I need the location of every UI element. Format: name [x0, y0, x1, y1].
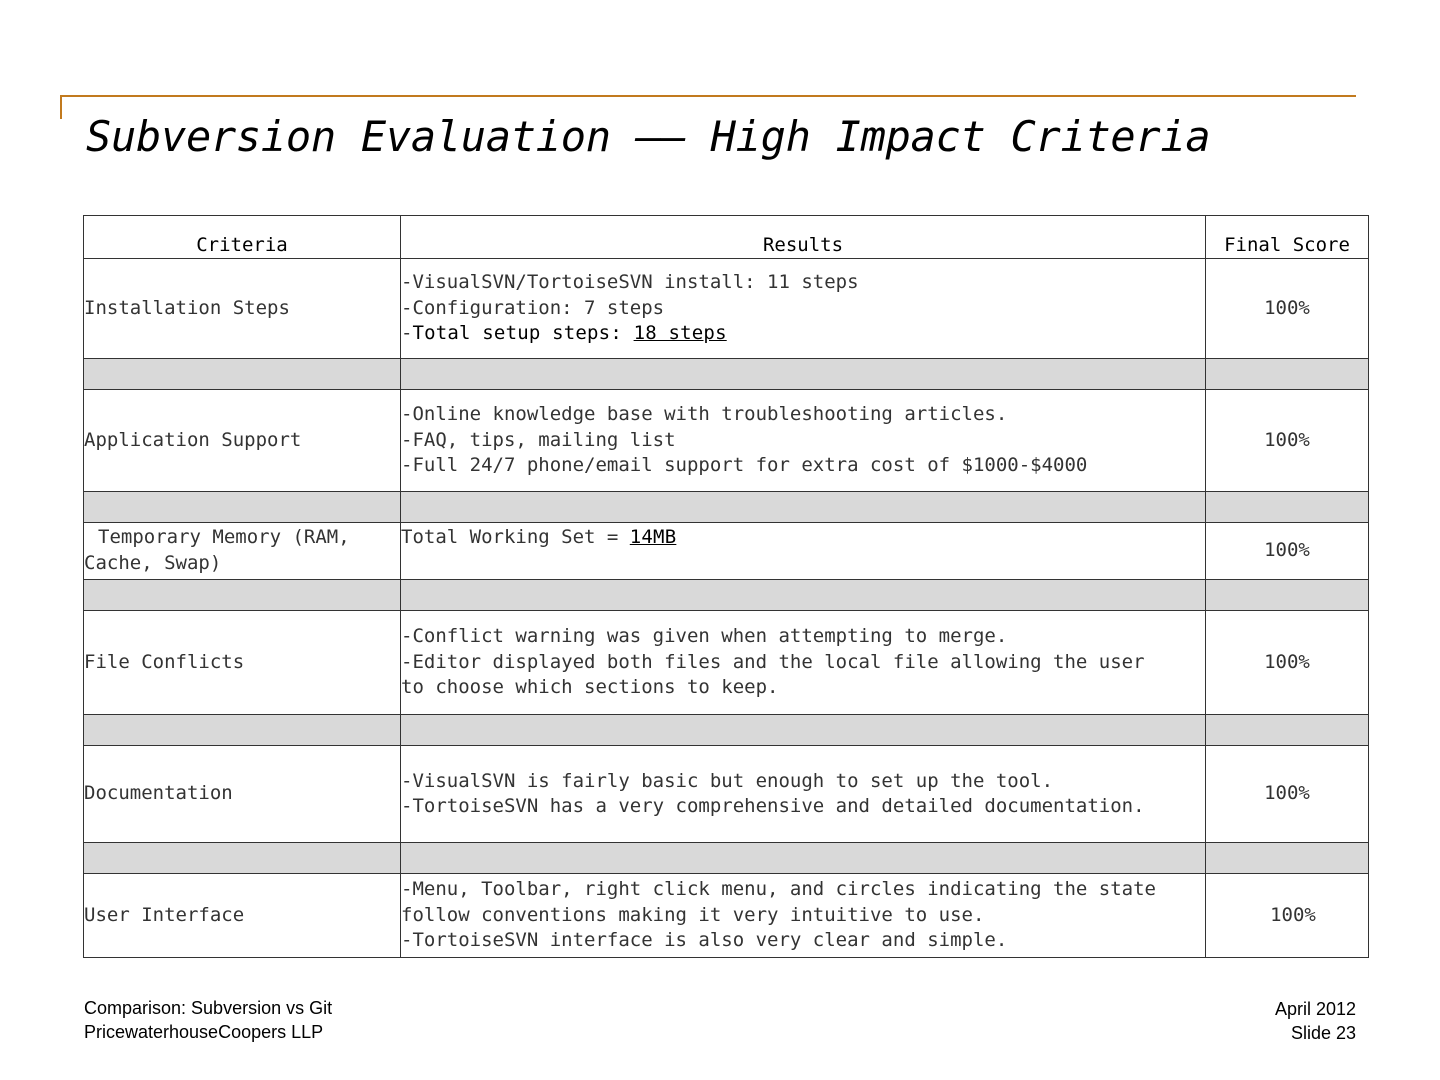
- result-line: follow conventions making it very intuitive to use.: [401, 903, 985, 926]
- result-working-set-label: Total Working Set =: [401, 526, 630, 548]
- criteria-cell: Application Support: [84, 390, 401, 492]
- header-final-score: Final Score: [1206, 216, 1369, 259]
- results-cell: [401, 259, 1206, 359]
- table-header-row: [84, 216, 1369, 259]
- score-cell: 100%: [1206, 523, 1369, 580]
- result-line: -TortoiseSVN interface is also very clear and simple.: [401, 929, 1008, 952]
- result-line: to choose which sections to keep.: [401, 676, 779, 699]
- table-row: [84, 874, 1369, 958]
- result-total-value: 18 steps: [633, 322, 727, 345]
- results-cell: [401, 746, 1206, 843]
- footer-presentation-title: Comparison: Subversion vs Git: [84, 998, 333, 1018]
- separator-row: [84, 843, 1369, 874]
- result-working-set-value: 14MB: [629, 526, 677, 548]
- criteria-cell: Documentation: [84, 746, 401, 843]
- score-cell: 100%: [1206, 874, 1369, 958]
- criteria-cell: Installation Steps: [84, 259, 401, 359]
- results-cell: [401, 874, 1206, 958]
- table-row: [84, 523, 1369, 580]
- result-line: [401, 525, 1205, 551]
- criteria-cell: User Interface: [84, 874, 401, 958]
- header-criteria: Criteria: [84, 216, 401, 259]
- score-cell: 100%: [1206, 611, 1369, 715]
- result-line: -Full 24/7 phone/email support for extra cost of $1000-$4000: [401, 454, 1088, 477]
- score-cell: 100%: [1206, 259, 1369, 359]
- header-rule: [60, 95, 1356, 97]
- footer-company: PricewaterhouseCoopers LLP: [84, 1022, 324, 1042]
- result-line: -VisualSVN/TortoiseSVN install: 11 steps: [401, 271, 859, 294]
- separator-row: [84, 715, 1369, 746]
- score-cell: 100%: [1206, 746, 1369, 843]
- results-cell: [401, 611, 1206, 715]
- results-cell: [401, 390, 1206, 492]
- score-cell: 100%: [1206, 390, 1369, 492]
- evaluation-table: [83, 215, 1369, 958]
- table-row: [84, 746, 1369, 843]
- result-line: -Online knowledge base with troubleshooting articles.: [401, 403, 1008, 426]
- separator-row: [84, 580, 1369, 611]
- result-line: -Editor displayed both files and the local file allowing the user: [401, 650, 1145, 673]
- separator-row: [84, 492, 1369, 523]
- footer-left: [84, 996, 332, 1044]
- result-bullet: -: [401, 322, 413, 345]
- result-line: -Menu, Toolbar, right click menu, and circles indicating the state: [401, 878, 1156, 901]
- table-row: [84, 259, 1369, 359]
- result-line-total: [401, 321, 1205, 347]
- separator-row: [84, 359, 1369, 390]
- result-line: -TortoiseSVN has a very comprehensive and detailed documentation.: [401, 795, 1145, 817]
- criteria-cell: File Conflicts: [84, 611, 401, 715]
- header-results: Results: [401, 216, 1206, 259]
- slide-title: Subversion Evaluation —— High Impact Criteria: [86, 112, 1211, 161]
- footer-date: April 2012: [1274, 999, 1356, 1019]
- criteria-cell: Temporary Memory (RAM, Cache, Swap): [84, 523, 401, 580]
- footer-slide-number: Slide 23: [1290, 1023, 1356, 1043]
- result-total-label: Total setup steps:: [412, 322, 634, 345]
- result-line: -VisualSVN is fairly basic but enough to set up the tool.: [401, 769, 1054, 792]
- results-cell: [401, 523, 1206, 580]
- footer-right: [1275, 997, 1356, 1045]
- result-line: -Conflict warning was given when attempting to merge.: [401, 625, 1008, 648]
- header-rule-tick: [60, 95, 62, 119]
- table-row: [84, 390, 1369, 492]
- table-row: [84, 611, 1369, 715]
- result-line: -FAQ, tips, mailing list: [401, 428, 676, 451]
- result-line: -Configuration: 7 steps: [401, 296, 665, 319]
